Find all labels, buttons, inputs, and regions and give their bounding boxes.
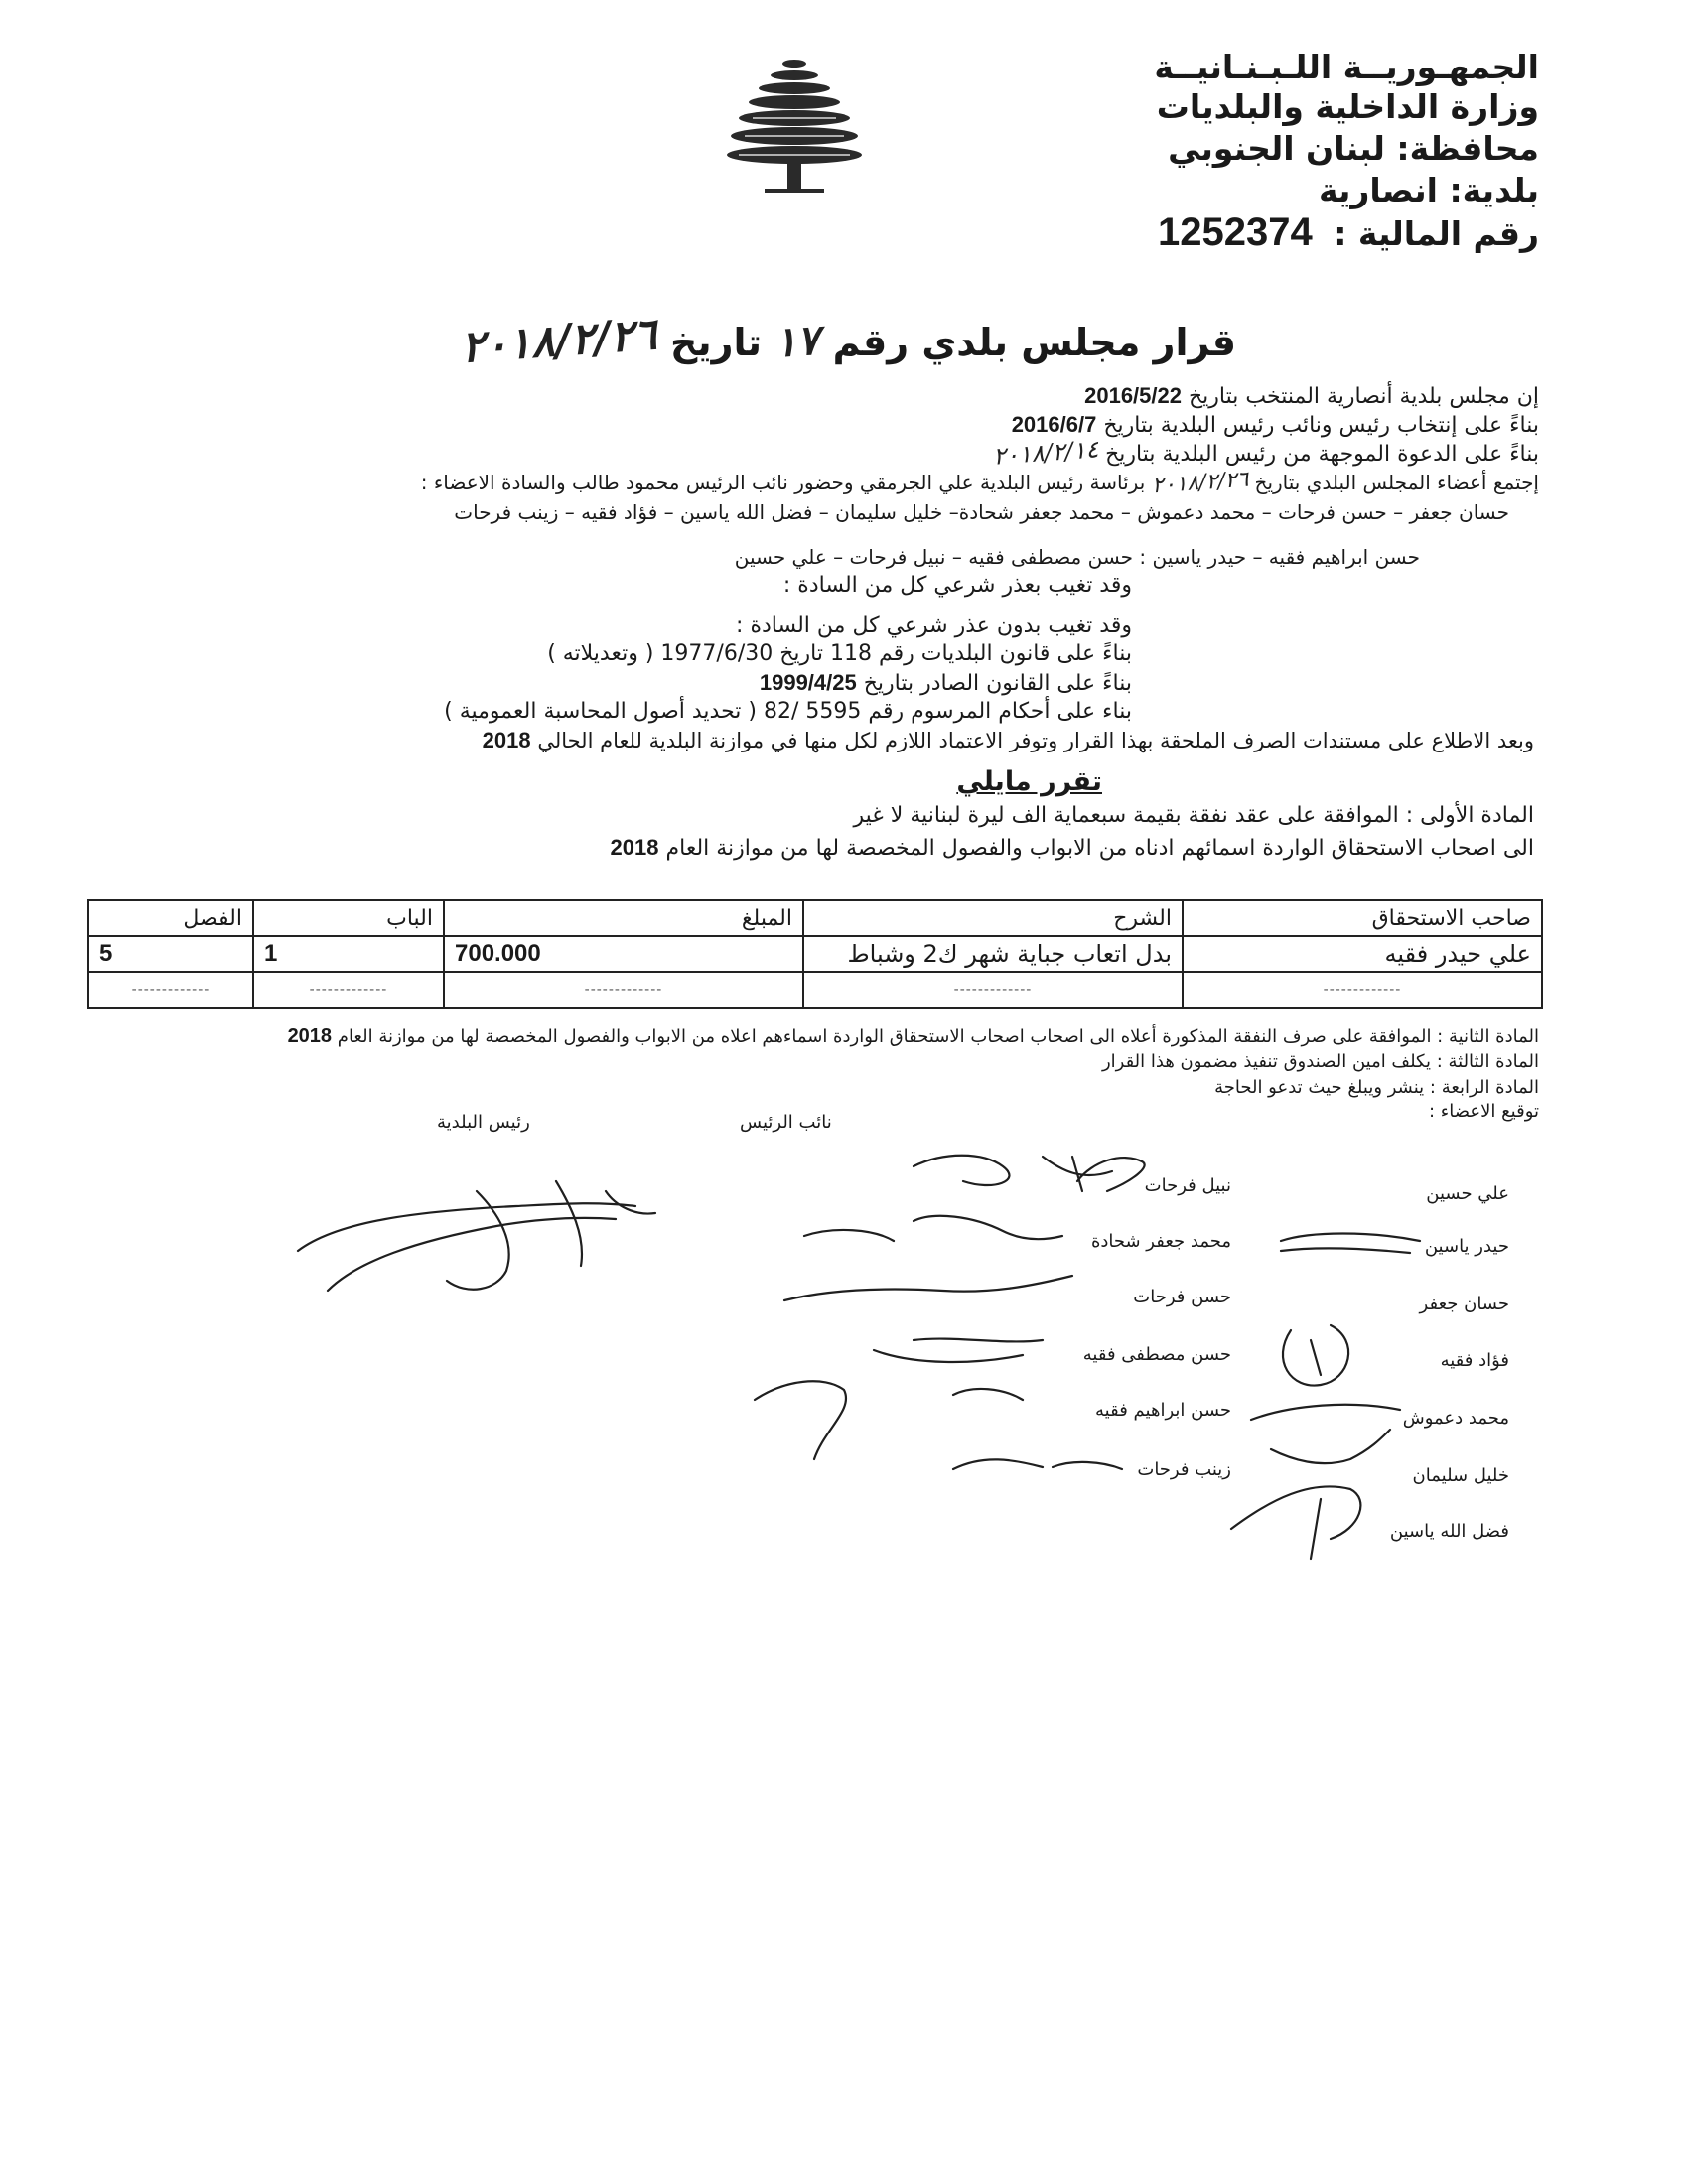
- finance-number: 1252374: [1158, 210, 1313, 254]
- review-year: 2018: [482, 728, 531, 752]
- member-name: محمد جعفر شحادة: [1090, 1231, 1231, 1252]
- cell-dash: -------------: [803, 972, 1183, 1008]
- member-name: حسن مصطفى فقيه: [1082, 1344, 1231, 1365]
- member-name: خليل سليمان: [1412, 1465, 1509, 1486]
- col-section: الفصل: [88, 900, 253, 936]
- member-name: حسن ابراهيم فقيه: [1095, 1400, 1231, 1421]
- member-name: فؤاد فقيه: [1440, 1350, 1509, 1371]
- preamble-text-1: إن مجلس بلدية أنصارية المنتخب بتاريخ: [1188, 384, 1539, 409]
- cell-dash: -------------: [253, 972, 444, 1008]
- cell-dash: -------------: [1183, 972, 1542, 1008]
- finance-number-line: [1158, 212, 1539, 254]
- article-4: المادة الرابعة : ينشر ويبلغ حيث تدعو الحاجة: [1214, 1077, 1539, 1098]
- law-1999-date: 1999/4/25: [759, 670, 857, 695]
- cell-section: 5: [88, 936, 253, 972]
- member-name: حسان جعفر: [1419, 1294, 1509, 1314]
- present-members-1: حسان جعفر – حسن فرحات – محمد دعموش – محمد جعفر شحادة– خليل سليمان – فضل الله ياسين – فؤاد فقيه – زينب فرحات: [454, 500, 1509, 524]
- invitation-date: ٢٠١٨/٢/١٤: [991, 435, 1099, 471]
- vice-president-signature: [914, 1156, 1112, 1191]
- president-title: رئيس البلدية: [437, 1112, 530, 1133]
- expense-table: [87, 899, 1543, 1009]
- preamble-text-3: بناءً على الدعوة الموجهة من رئيس البلدية بتاريخ: [1105, 442, 1539, 467]
- cell-dash: -------------: [88, 972, 253, 1008]
- law-1999-line: [89, 669, 1132, 698]
- col-amount: المبلغ: [444, 900, 803, 936]
- preamble-line-2: [89, 411, 1539, 440]
- decision-number: ١٧: [773, 315, 822, 367]
- vice-president-title: نائب الرئيس: [740, 1112, 832, 1133]
- decree-line: بناء على أحكام المرسوم رقم 5595 /82 ( تحديد أصول المحاسبة العمومية ): [444, 699, 1132, 724]
- member-name: نبيل فرحات: [1144, 1175, 1231, 1196]
- republic-heading: الجمهـوريــة اللـبـنـانيــة: [1154, 48, 1539, 86]
- col-chapter: الباب: [253, 900, 444, 936]
- preamble-line-4: [89, 469, 1539, 497]
- cell-beneficiary: علي حيدر فقيه: [1183, 936, 1542, 972]
- meeting-date: ٢٠١٨/٢/٢٦: [1150, 467, 1249, 499]
- member-name: علي حسين: [1426, 1183, 1509, 1204]
- cell-dash: -------------: [444, 972, 803, 1008]
- preamble-text-2: بناءً على إنتخاب رئيس ونائب رئيس البلدية بتاريخ: [1103, 413, 1539, 438]
- municipality-heading: بلدية: انصارية: [1318, 171, 1539, 209]
- decision-title-text: قرار مجلس بلدي رقم: [832, 321, 1236, 364]
- cedar-emblem-icon: [725, 52, 864, 201]
- meeting-text: إجتمع أعضاء المجلس البلدي بتاريخ: [1254, 471, 1539, 494]
- meeting-text-2: برئاسة رئيس البلدية علي الجرمقي وحضور نائب الرئيس محمود طالب والسادة الاعضاء :: [420, 471, 1146, 494]
- article-1-line-2: [89, 834, 1534, 863]
- member-name: حيدر ياسين: [1424, 1236, 1509, 1257]
- absent-unexcused: وقد تغيب بدون عذر شرعي كل من السادة :: [736, 614, 1132, 638]
- table-header-row: [88, 900, 1542, 936]
- col-beneficiary: صاحب الاستحقاق: [1183, 900, 1542, 936]
- resolution-heading: تقرر مايلي: [956, 766, 1102, 797]
- decision-date: ٢٠١٨/٢/٢٦: [459, 309, 659, 373]
- decision-date-label: تاريخ: [669, 321, 763, 364]
- present-members-2: حسن ابراهيم فقيه – حيدر ياسين : حسن مصطفى فقيه – نبيل فرحات – علي حسين: [734, 545, 1420, 569]
- member-name: حسن فرحات: [1133, 1287, 1231, 1307]
- col-description: الشرح: [803, 900, 1183, 936]
- article-1-text: الى اصحاب الاستحقاق الواردة اسمائهم ادناه من الابواب والفصول المخصصة لها من موازنة العام: [665, 836, 1534, 861]
- president-signature: [298, 1181, 655, 1291]
- article-1-line-1: المادة الأولى : الموافقة على عقد نفقة بقيمة سبعماية الف ليرة لبنانية لا غير: [853, 803, 1534, 828]
- decision-title: [459, 309, 1236, 373]
- member-name: فضل الله ياسين: [1389, 1521, 1509, 1542]
- article-2-year: 2018: [287, 1025, 333, 1047]
- law-118: بناءً على قانون البلديات رقم 118 تاريخ 1977/6/30 ( وتعديلاته ): [547, 641, 1132, 666]
- table-row-empty: [88, 972, 1542, 1008]
- cell-amount: 700.000: [444, 936, 803, 972]
- signatures-label: توقيع الاعضاء :: [1429, 1101, 1539, 1122]
- preamble-line-1: [89, 382, 1539, 411]
- member-name: محمد دعموش: [1402, 1408, 1509, 1429]
- review-text: وبعد الاطلاع على مستندات الصرف الملحقة بهذا القرار وتوفر الاعتماد اللازم لكل منها في موازنة البلدية للعام الحالي: [537, 729, 1534, 752]
- preamble-line-3: [89, 435, 1539, 471]
- governorate-heading: محافظة: لبنان الجنوبي: [1168, 129, 1539, 168]
- article-2: [89, 1023, 1539, 1051]
- ministry-heading: وزارة الداخلية والبلديات: [1156, 87, 1539, 126]
- president-election-date: 2016/6/7: [1011, 412, 1097, 437]
- review-line: [89, 727, 1534, 754]
- law-1999-text: بناءً على القانون الصادر بتاريخ: [863, 671, 1132, 696]
- election-date: 2016/5/22: [1084, 383, 1182, 408]
- absent-excused: وقد تغيب بعذر شرعي كل من السادة :: [782, 573, 1132, 598]
- cell-chapter: 1: [253, 936, 444, 972]
- table-row: [88, 936, 1542, 972]
- article-1-year: 2018: [610, 835, 659, 860]
- finance-label: رقم المالية :: [1334, 214, 1539, 253]
- cell-description: بدل اتعاب جباية شهر ك2 وشباط: [803, 936, 1183, 972]
- article-2-text: المادة الثانية : الموافقة على صرف النفقة المذكورة أعلاه الى اصحاب اصحاب الاستحقاق الواردة اسماءهم اعلاه من الابواب والفصول المخصصة لها من موازنة العام: [337, 1026, 1539, 1047]
- article-3: المادة الثالثة : يكلف امين الصندوق تنفيذ مضمون هذا القرار: [1101, 1051, 1539, 1072]
- member-name: زينب فرحات: [1137, 1459, 1231, 1480]
